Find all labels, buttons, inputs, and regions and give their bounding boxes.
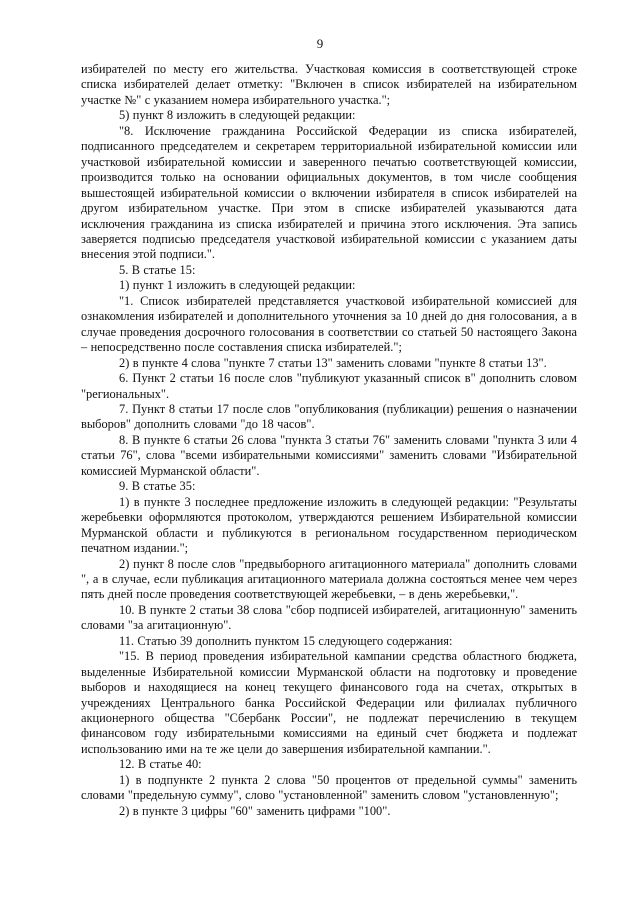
page-number: 9 [316,36,324,51]
paragraph-section-7: 7. Пункт 8 статьи 17 после слов "опубликования (публикации) решения о назначении выборов" дополнить словами "до 18 часов". [81,401,577,432]
paragraph-article-35: 9. В статье 35: [119,479,196,494]
paragraph-article-40: 12. В статье 40: [119,757,202,772]
paragraph-item-2: 2) в пункте 4 слова "пункте 7 статьи 13" заменить словами "пункте 8 статьи 13". [119,355,547,370]
paragraph-section-10: 10. В пункте 2 статьи 38 слова "сбор подписей избирателей, агитационную" заменить словами "за агитационную". [81,602,577,633]
paragraph-section-8: 8. В пункте 6 статьи 26 слова "пункта 3 статьи 76" заменить словами "пункта 3 или 4 статьи 76", слова "всеми избирательными комиссиями" заменить словами "Избирательной комиссией Мурманской области". [81,432,577,478]
document-body [81,62,577,819]
paragraph-quote-8: "8. Исключение гражданина Российской Федерации из списка избирателей, подписанного председателем и секретарем территориальной избирательной комиссии или участковой избирательной комиссии и заверенного печатью соответствующей комиссии, производится только на основании официальных документов, в том числе сообщения вышестоящей избирательной комиссии о включении избирателя в список избирателей на другом избирательном участке. При этом в списке избирателей указываются дата исключения гражданина из списка избирателей и причина этого исключения. Эта запись заверяется подписью председателя участковой избирательной комиссии с указанием даты внесения этой подписи.". [81,123,577,262]
paragraph-continuation: избирателей по месту его жительства. Участковая комиссия в соответствующей строке списка избирателей делает отметку: "Включен в список избирателей на избирательном участке №" с указанием номера избирательного участка."; [81,62,577,107]
paragraph-item-1: 1) пункт 1 изложить в следующей редакции: [119,278,356,293]
paragraph-item-2-art40: 2) в пункте 3 цифры "60" заменить цифрами "100". [119,803,391,818]
paragraph-section-11: 11. Статью 39 дополнить пунктом 15 следующего содержания: [119,633,453,648]
paragraph-quote-15: "15. В период проведения избирательной кампании средства областного бюджета, выделенные Избирательной комиссии Мурманской области на подготовку и проведение выборов и находящиеся на конец текущего финансового года на счетах, открытых в учреждениях Центрального банка Российской Федерации или филиалах публичного акционерного общества "Сбербанк России", не подлежат перечислению в текущем финансовом году избирательными комиссиями на единый счет бюджета и подлежат использованию ими на те же цели до завершения избирательной кампании.". [81,649,577,756]
paragraph-item-5: 5) пункт 8 изложить в следующей редакции: [119,108,356,123]
paragraph-article-15: 5. В статье 15: [119,262,196,277]
paragraph-item-1-art40: 1) в подпункте 2 пункта 2 слова "50 процентов от предельной суммы" заменить словами "предельную сумму", слово "установленной" заменить словом "установленную"; [81,772,577,803]
paragraph-quote-1: "1. Список избирателей представляется участковой избирательной комиссией для ознакомления избирателей и дополнительного уточнения за 10 дней до дня голосования, а в случае проведения досрочного голосования в соответствии со статьей 50 настоящего Закона – непосредственно после составления списка избирателей."; [81,293,577,355]
paragraph-item-2-art35: 2) пункт 8 после слов "предвыборного агитационного материала" дополнить словами ", а в случае, если публикация агитационного материала должна состояться менее чем через пять дней после проведения соответствующей жеребьевки, – в день жеребьевки,". [81,556,577,602]
paragraph-item-1-art35: 1) в пункте 3 последнее предложение изложить в следующей редакции: "Результаты жеребьевки оформляются протоколом, утверждаются решением Избирательной комиссии Мурманской области и публикуются в региональном государственном периодическом печатном издании."; [81,494,577,556]
paragraph-section-6: 6. Пункт 2 статьи 16 после слов "публикуют указанный список в" дополнить словом "региональных". [81,371,577,401]
